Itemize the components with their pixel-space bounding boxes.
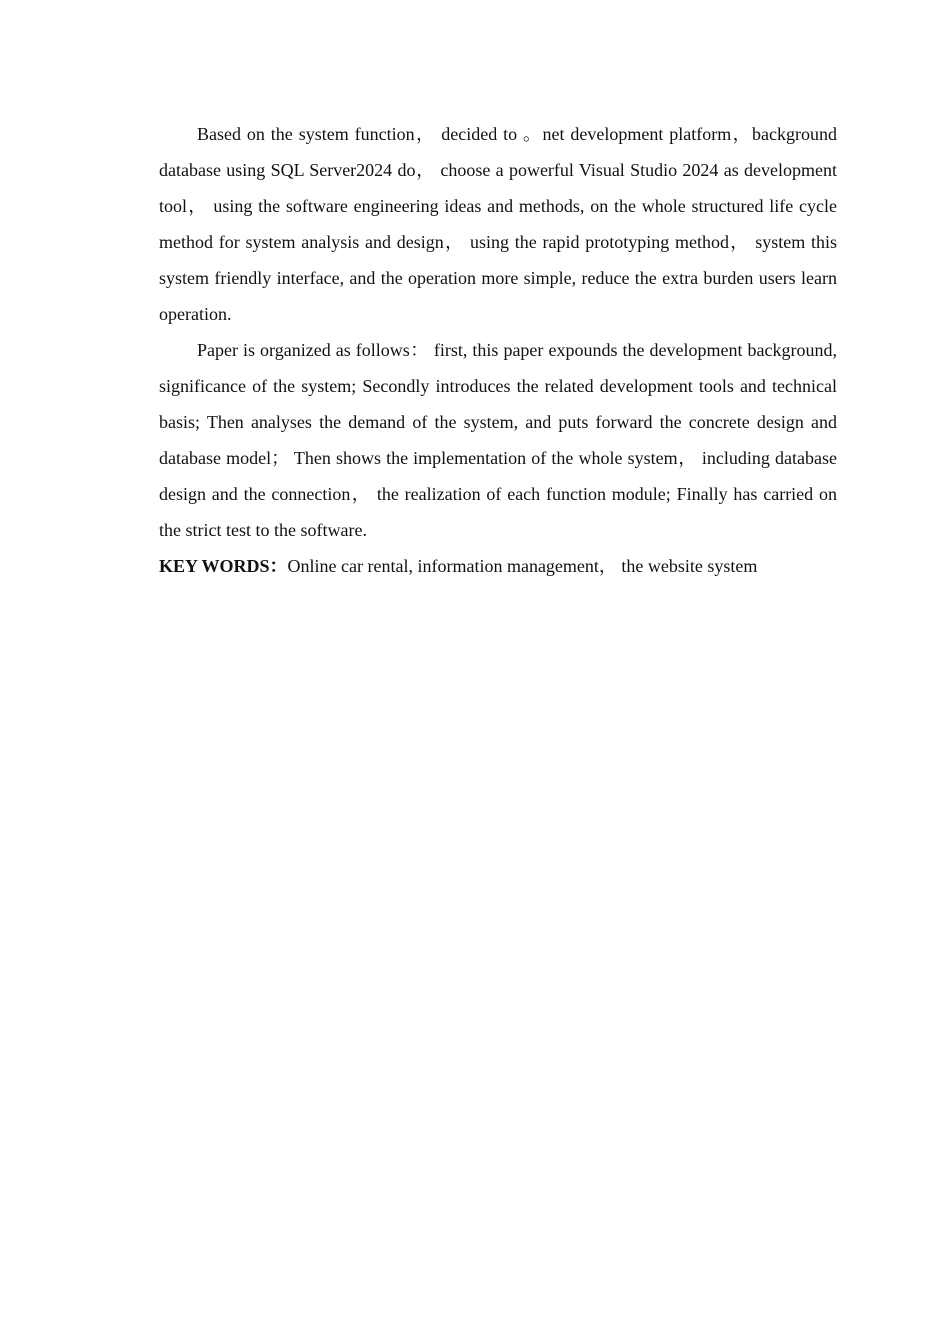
abstract-section [159,116,837,584]
keywords-line [159,548,837,584]
keywords-label: KEY WORDS： [159,556,288,576]
abstract-paragraph-1: Based on the system function， decided to 。net development platform，background database using SQL Server2024 do， choose a powerful Visual Studio 2024 as development tool， using the software engineering ideas and methods, on the whole structured life cycle method for system analysis and design， using the rapid prototyping method， system this system friendly interface, and the operation more simple, reduce the extra burden users learn operation. [159,124,837,324]
keywords-text: Online car rental, information management， the website system [287,556,758,576]
abstract-paragraph-2: Paper is organized as follows： first, this paper expounds the development background, significance of the system; Secondly introduces the related development tools and technical basis; Then analyses the demand of the system, and puts forward the concrete design and database model； Then shows the implementation of the whole system， including database design and the connection， the realization of each function module; Finally has carried on the strict test to the software. [159,340,837,540]
